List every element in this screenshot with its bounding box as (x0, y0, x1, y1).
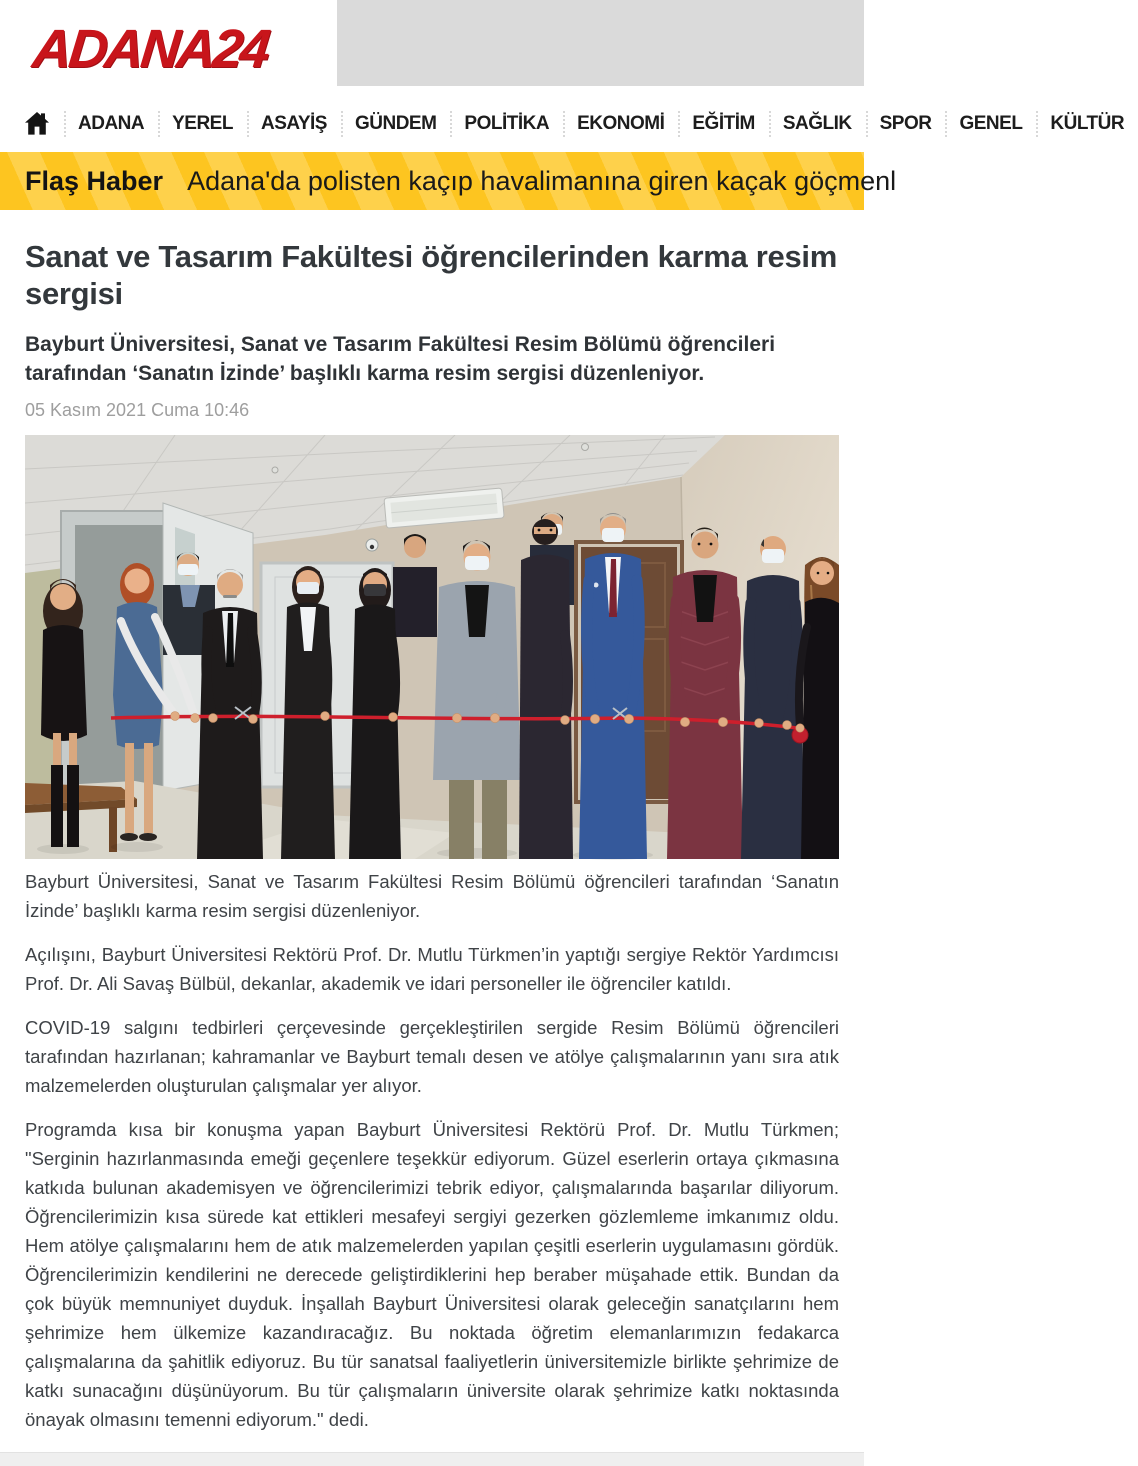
nav-item-yerel[interactable]: YEREL (158, 113, 247, 135)
site-logo[interactable]: ADANA24 (29, 19, 271, 79)
breaking-news-bar (0, 152, 897, 210)
nav-item-spor[interactable]: SPOR (866, 113, 946, 135)
nav-item-genel[interactable]: GENEL (945, 113, 1036, 135)
article-paragraph: Bayburt Üniversitesi, Sanat ve Tasarım Fakültesi Resim Bölümü öğrencileri tarafından ‘Sanatın İzinde’ başlıklı karma resim sergisi düzenleniyor. (25, 871, 839, 921)
nav-item-saglik[interactable]: SAĞLIK (769, 113, 866, 135)
home-icon[interactable] (18, 108, 64, 140)
article-paragraph: Açılışını, Bayburt Üniversitesi Rektörü Prof. Dr. Mutlu Türkmen’in yaptığı sergiye Rektör Yardımcısı Prof. Dr. Ali Savaş Bülbül, dekanlar, akademik ve idari personeller ile öğrenciler katıldı. (25, 944, 839, 994)
person-maroon-puffer-man (667, 528, 743, 860)
nav-item-adana[interactable]: ADANA (64, 113, 158, 135)
article-paragraph: COVID-19 salgını tedbirleri çerçevesinde gerçekleştirilen sergide Resim Bölümü öğrencileri tarafından hazırlanan; kahramanlar ve Bayburt temalı desen ve atölye çalışmalarının yanı sıra atık malzemelerden oluşturulan çalışmalar yer alıyor. (25, 1017, 839, 1096)
article-title: Sanat ve Tasarım Fakültesi öğrencilerinden karma resim sergisi (25, 239, 837, 311)
bottom-bar (0, 1452, 864, 1466)
main-nav (0, 100, 1125, 148)
ribbon-cutting-scene (25, 435, 839, 859)
article-lead: Bayburt Üniversitesi, Sanat ve Tasarım Fakültesi Resim Bölümü öğrencileri tarafından ‘Sanatın İzinde’ başlıklı karma resim sergisi düzenleniyor. (25, 333, 776, 385)
breaking-news-text[interactable]: Adana'da polisten kaçıp havalimanına giren kaçak göçmenl (187, 165, 897, 196)
nav-item-ekonomi[interactable]: EKONOMİ (563, 113, 678, 135)
nav-item-kultur[interactable]: KÜLTÜR (1036, 113, 1138, 135)
home-icon-glyph (20, 108, 54, 140)
breaking-news-label: Flaş Haber (25, 165, 164, 196)
security-camera (366, 539, 378, 551)
nav-item-egitim[interactable]: EĞİTİM (678, 113, 768, 135)
article (0, 238, 864, 1434)
nav-item-gundem[interactable]: GÜNDEM (341, 113, 450, 135)
article-photo (25, 435, 839, 859)
smoke-detector (582, 444, 589, 451)
header-ad-placeholder (337, 0, 864, 86)
nav-item-politika[interactable]: POLİTİKA (450, 113, 563, 135)
nav-item-asayis[interactable]: ASAYİŞ (247, 113, 341, 135)
site-header (0, 0, 864, 100)
person-older-man (197, 569, 263, 859)
person-bearded-man (519, 519, 573, 859)
article-date: 05 Kasım 2021 Cuma 10:46 (25, 400, 250, 420)
article-paragraph: Programda kısa bir konuşma yapan Bayburt Üniversitesi Rektörü Prof. Dr. Mutlu Türkmen; "Serginin hazırlanmasında emeği geçenlere teşekkür ediyorum. Güzel eserlerin ortaya çıkmasına katkıda bulunan akademisyen ve öğrencilerimizi tebrik ediyor, çalışmalarında başarılar diliyorum. Öğrencilerimizin kısa sürede kat ettikleri mesafeyi sergiyi gezerken gözlemleme imkanımız oldu. Hem atölye çalışmalarını hem de atık malzemelerden yapılan çeşitli eserlerin uygulamasını gördük. Öğrencilerimizin kendilerini ne derecede geliştirdiklerini hep beraber müşahade ettik. Bundan da çok büyük memnuniyet duyduk. İnşallah Bayburt Üniversitesi olarak geleceğin sanatçılarını hem şehrimize hem ülkemize kazandıracağız. Bu noktada öğretim elemanlarımızın fedakarca çalışmalarına da şahitlik ediyoruz. Bu tür sanatsal faaliyetlerin üniversitemizle birlikte şehrimize de katkı sunacağını düşünüyorum. Bu tür çalışmaların üniversite olarak şehrimize katkı noktasında önayak olmasını temenni ediyorum." dedi. (25, 1119, 839, 1430)
person-rector-blue-suit (579, 513, 647, 859)
